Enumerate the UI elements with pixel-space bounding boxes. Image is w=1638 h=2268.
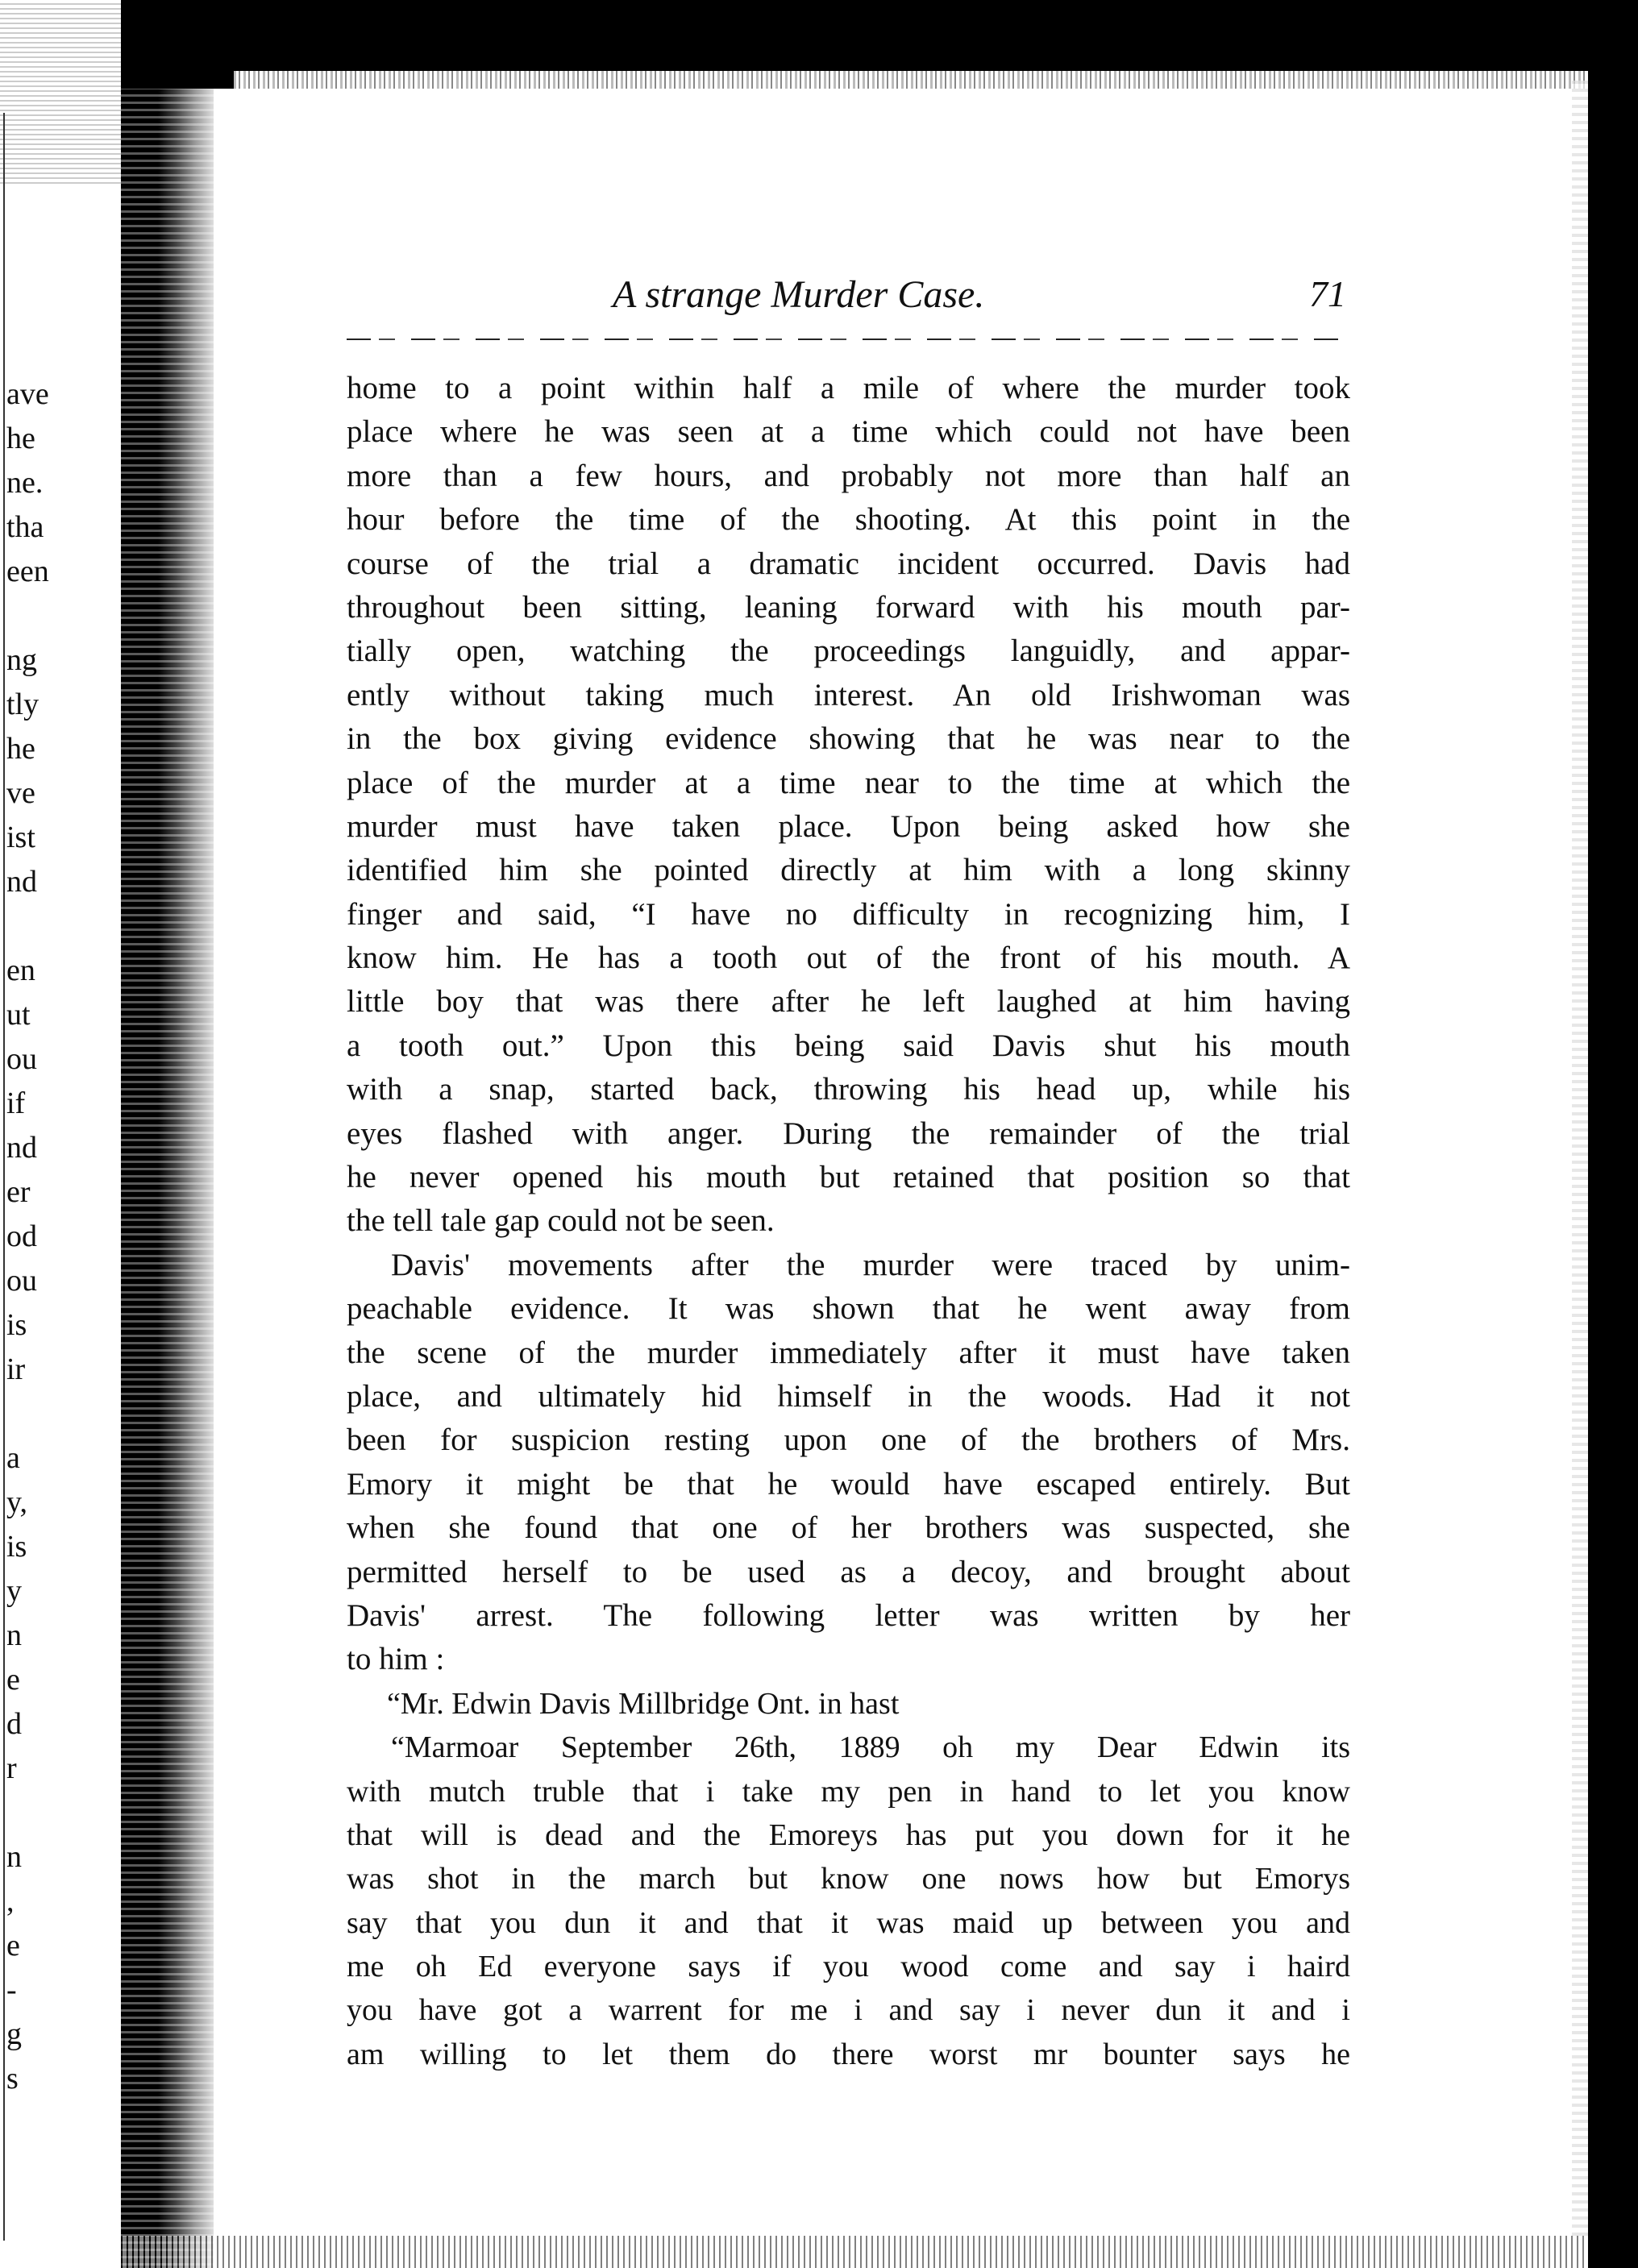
letter-first-line: “Marmoar September 26th, 1889 oh my Dear Edwin its: [391, 1730, 1350, 1765]
scan-right-border: [1588, 0, 1638, 2268]
scan-right-edge-noise: [1572, 81, 1588, 2241]
text-line: he never opened his mouth but retained that position so that: [347, 1160, 1350, 1195]
text-line: ently without taking much interest. An old Irishwoman was: [347, 677, 1350, 712]
text-line: know him. He has a tooth out of the front of his mouth. A: [347, 941, 1350, 976]
body-text: [347, 367, 1350, 2076]
previous-page-rule: [3, 113, 5, 2241]
letter-line: me oh Ed everyone says if you wood come and say i haird: [347, 1950, 1350, 1984]
text-line: little boy that was there after he left laughed at him having: [347, 984, 1350, 1020]
previous-page-fragment: een: [6, 555, 49, 588]
previous-page-fragment: nd: [6, 1131, 37, 1165]
previous-page-fragment: nd: [6, 865, 37, 899]
previous-page-fragment: ou: [6, 1042, 37, 1076]
scan-bottom-edge-noise: [121, 2236, 1588, 2268]
text-line: identified him she pointed directly at him with a long skinny: [347, 853, 1350, 888]
previous-page-fragment: is: [6, 1308, 27, 1342]
previous-page-fragment: -: [6, 1973, 17, 2007]
previous-page-fragment: y: [6, 1574, 22, 1608]
previous-page-fragment: ou: [6, 1264, 37, 1298]
previous-page-fragment: e: [6, 1663, 20, 1697]
previous-page-fragment: a: [6, 1441, 20, 1475]
text-line: in the box giving evidence showing that he was near to the: [347, 721, 1350, 757]
page-number: 71: [1309, 273, 1346, 314]
text-line: murder must have taken place. Upon being asked how she: [347, 808, 1350, 844]
previous-page-fragment: ist: [6, 820, 35, 854]
letter-line: am willing to let them do there worst mr bounter says he: [347, 2037, 1350, 2071]
letter-line: was shot in the march but know one nows how but Emorys: [347, 1862, 1350, 1896]
previous-page-fragment: ave: [6, 377, 49, 411]
previous-page-fragment: s: [6, 2062, 19, 2096]
previous-page-fragment: n: [6, 1840, 22, 1874]
previous-page-fragment: ir: [6, 1352, 26, 1386]
running-title: A strange Murder Case.: [613, 273, 985, 316]
letter-line: with mutch truble that i take my pen in hand to let you know: [347, 1774, 1350, 1809]
letter-address-line: “Mr. Edwin Davis Millbridge Ont. in hast: [387, 1686, 900, 1721]
text-line: the tell tale gap could not be seen.: [347, 1203, 775, 1239]
scan-top-border: [121, 0, 1638, 89]
text-line: the scene of the murder immediately after it must have taken: [347, 1335, 1350, 1370]
text-line: eyes flashed with anger. During the remainder of the trial: [347, 1115, 1350, 1151]
text-line: with a snap, started back, throwing his head up, while his: [347, 1072, 1350, 1107]
text-line: permitted herself to be used as a decoy, and brought about: [347, 1554, 1350, 1589]
previous-page-fragment: ne.: [6, 466, 44, 500]
text-line: course of the trial a dramatic incident occurred. Davis had: [347, 546, 1350, 581]
text-line: when she found that one of her brothers was suspected, she: [347, 1510, 1350, 1546]
letter-line: that will is dead and the Emoreys has put you down for it he: [347, 1817, 1350, 1852]
running-head: [451, 272, 1346, 329]
previous-page-fragment: en: [6, 953, 35, 987]
previous-page-fragment: y,: [6, 1485, 28, 1519]
previous-page-fragment: ng: [6, 643, 37, 677]
letter-line: say that you dun it and that it was maid up between you and: [347, 1905, 1350, 1940]
text-line: place of the murder at a time near to the time at which the: [347, 765, 1350, 800]
paragraph-first-line: Davis' movements after the murder were traced by unim-: [391, 1247, 1350, 1282]
text-line: throughout been sitting, leaning forward with his mouth par-: [347, 589, 1350, 625]
previous-page-fragment: d: [6, 1707, 22, 1741]
previous-page-fragment: he: [6, 732, 35, 766]
text-line: home to a point within half a mile of where the murder took: [347, 371, 1350, 405]
previous-page-fragment: tha: [6, 510, 44, 544]
header-rule: [347, 339, 1346, 340]
text-line: tially open, watching the proceedings languidly, and appar-: [347, 633, 1350, 669]
text-line: to him :: [347, 1642, 445, 1677]
text-line: Davis' arrest. The following letter was written by her: [347, 1597, 1350, 1633]
previous-page-fragment: r: [6, 1751, 17, 1785]
previous-page-fragment: er: [6, 1175, 31, 1209]
previous-page-fragment: ve: [6, 776, 35, 810]
previous-page-fragment: tly: [6, 687, 39, 721]
previous-page-fragment: n: [6, 1618, 22, 1652]
text-line: place where he was seen at a time which could not have been: [347, 414, 1350, 450]
previous-page-fragment: is: [6, 1530, 27, 1564]
previous-page-fragment: ,: [6, 1884, 15, 1918]
text-line: place, and ultimately hid himself in the woods. Had it not: [347, 1378, 1350, 1414]
text-line: Emory it might be that he would have escaped entirely. But: [347, 1466, 1350, 1502]
previous-page-fragment: g: [6, 2017, 22, 2051]
previous-page-fragment: he: [6, 422, 35, 455]
text-line: hour before the time of the shooting. At this point in the: [347, 502, 1350, 538]
previous-page-fragment: e: [6, 1929, 20, 1963]
text-line: finger and said, “I have no difficulty in recognizing him, I: [347, 896, 1350, 932]
previous-page-fragment: od: [6, 1219, 37, 1253]
text-line: been for suspicion resting upon one of the brothers of Mrs.: [347, 1423, 1350, 1458]
letter-line: you have got a warrent for me i and say i never dun it and i: [347, 1993, 1350, 2028]
text-line: peachable evidence. It was shown that he went away from: [347, 1291, 1350, 1327]
text-line: a tooth out.” Upon this being said Davis shut his mouth: [347, 1028, 1350, 1063]
previous-page-fragment: if: [6, 1086, 26, 1120]
book-gutter-shadow: [121, 0, 214, 2268]
previous-page-fragment: ut: [6, 998, 31, 1032]
text-line: more than a few hours, and probably not more than half an: [347, 458, 1350, 493]
